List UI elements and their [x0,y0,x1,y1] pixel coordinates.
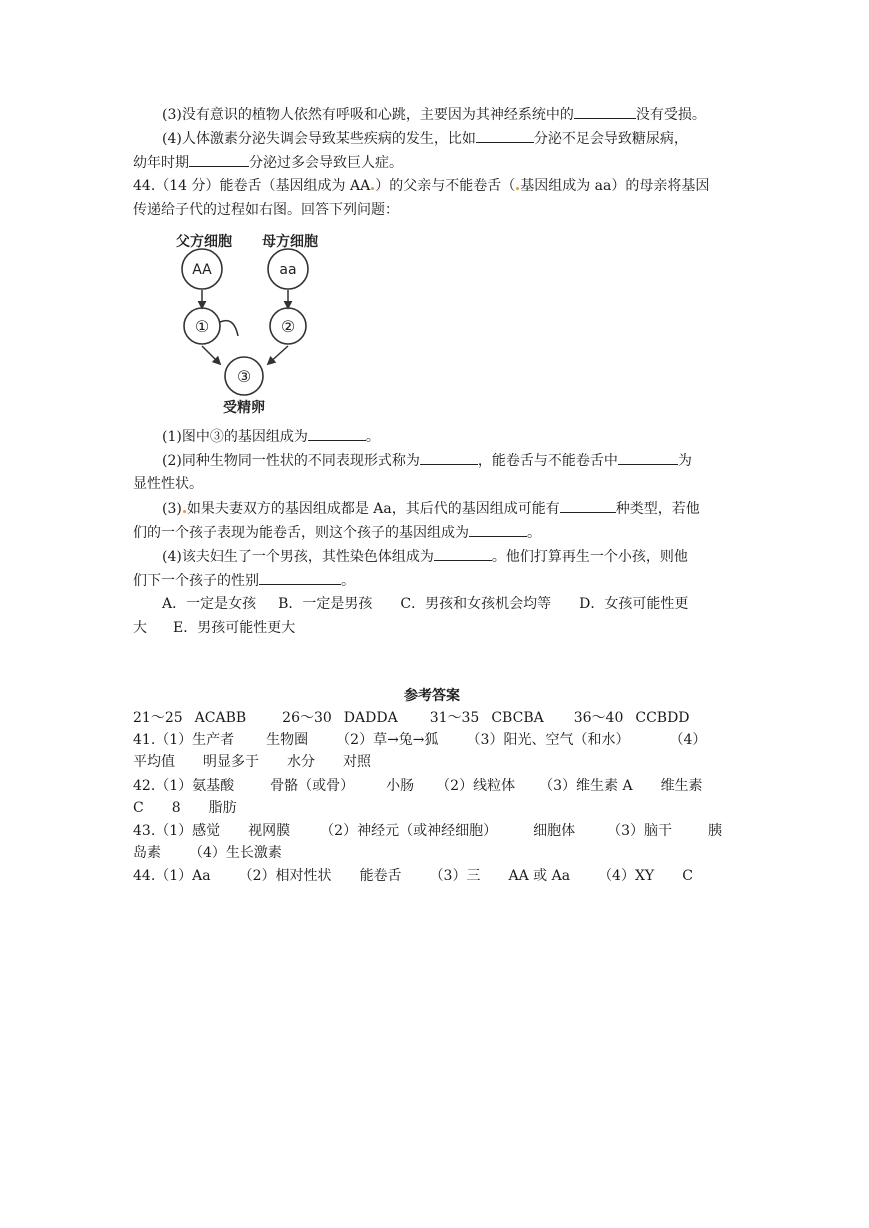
node-2: ② [280,317,296,336]
text: (4)人体激素分泌失调会导致某些疾病的发生，比如 [162,131,476,147]
text: 分泌过多会导致巨人症。 [249,155,403,171]
option-b[interactable]: B．一定是男孩 [278,596,373,612]
text: 们的一个孩子表现为能卷舌，则这个孩子的基因组成为 [133,525,469,541]
q43-part4-line2 [133,152,403,173]
text: 种类型，若他 [615,501,700,517]
text: ，能卷舌与不能卷舌中 [477,453,618,469]
text: （4）生长激素 [189,845,282,861]
text: 能卷舌 [359,868,402,884]
text: （3）脑干 [607,823,673,839]
q44-part3-line2 [133,522,541,543]
text: 岛素 [133,845,161,861]
text: 26～30 [282,710,332,726]
mark-dot [516,187,519,190]
answer-blank[interactable] [308,426,366,441]
text: CCBDD [635,710,690,726]
answer-blank[interactable] [560,498,616,513]
text: 。 [365,429,380,445]
mark-dot [371,187,374,190]
text: 44.（14 分）能卷舌（基因组成为 AA [133,178,371,194]
q43-part4-line1 [162,128,688,149]
text: 生物圈 [266,732,309,748]
text: （2）相对性状 [238,868,332,884]
option-e[interactable]: E．男孩可能性更大 [173,620,296,636]
arrow-2-to-3 [268,346,288,364]
q44-part4-line1 [162,546,688,567]
text: C [682,868,693,884]
text: CBCBA [491,710,544,726]
text: （4） [669,732,707,748]
answers-q42-line1 [133,776,703,796]
text: ）的父亲与不能卷舌（ [375,178,516,194]
q44-part4-line2 [133,570,355,591]
text: (4)该夫妇生了一个男孩，其性染色体组成为 [162,549,434,565]
q44-part3-line1 [162,498,700,519]
q44-stem-line2: 传递给子代的过程如右图。回答下列问题： [133,202,399,218]
answer-blank[interactable] [189,152,249,167]
text: （4）XY [598,868,655,884]
father-gene: AA [192,262,212,278]
answers-q42-line2 [133,798,237,818]
text: AA 或 Aa [508,868,571,884]
text: 43.（1）感觉 [133,823,221,839]
option-d-cont: 大 [133,620,147,636]
father-cell-label: 父方细胞 [176,234,232,250]
q44-part1 [162,426,380,447]
text: 视网膜 [248,823,291,839]
text: 平均值 [133,754,175,770]
text: 41.（1）生产者 [133,732,235,748]
text: 如果夫妻双方的基因组成都是 Aa，其后代的基因组成可能有 [186,501,560,517]
text: C [133,800,144,816]
answer-blank[interactable] [259,570,341,585]
node-1: ① [194,317,210,336]
text: 小肠 [386,778,415,794]
text: 胰 [708,823,723,839]
q44-stem-line1 [133,176,709,196]
node-3: ③ [236,367,252,386]
q44-options-line2 [133,618,295,638]
mother-gene: aa [279,262,297,278]
text: (1)图中③的基因组成为 [162,429,308,445]
answer-blank[interactable] [476,128,534,143]
text: 44.（1）Aa [133,868,211,884]
answer-blank[interactable] [618,450,678,465]
text: ACABB [194,710,247,726]
answers-title: 参考答案 [404,688,460,704]
text: (3) [162,501,182,517]
text: 基因组成为 aa）的母亲将基因 [520,178,710,194]
text: 31～35 [429,710,480,726]
text: 为 [677,453,692,469]
text: 42.（1）氨基酸 [133,778,235,794]
text: 水分 [287,754,315,770]
text: 分泌不足会导致糖尿病， [533,131,688,147]
answers-row1 [133,708,690,728]
text: (2)同种生物同一 [162,453,266,469]
answers-q41-line1 [133,730,706,750]
text: （3）三 [429,868,481,884]
q43-part3 [162,104,706,125]
text: 。 [341,573,355,589]
answers-q41-line2 [133,752,371,772]
q44-part2-line2: 显性性状。 [133,476,203,492]
text: （3）阳光、空气（和水） [466,732,630,748]
gene-transfer-diagram [162,224,342,424]
sperm-tail [220,321,238,336]
arrow-1-to-3 [202,346,220,364]
answers-q44 [133,866,693,886]
answers-q43-line2 [133,843,282,863]
mother-cell-label: 母方细胞 [262,234,318,250]
text: 。 [527,525,541,541]
text: 细胞体 [533,823,576,839]
text: （3）维生素 A [539,778,633,794]
answer-blank[interactable] [434,546,492,561]
text: （2）草→兔→狐 [336,732,439,748]
text: (3)没有意识的植物人依然有呼吸和心跳，主要因为其神经系统中的 [162,107,574,123]
zygote-label: 受精卵 [223,400,265,416]
option-c[interactable]: C．男孩和女孩机会均等 [400,596,552,612]
text: 没有受损。 [635,107,706,123]
text: 骨骼（或骨） [270,778,355,794]
text: 幼年时期 [133,155,189,171]
text: 。他们打算再生一个小孩，则他 [491,549,688,565]
text: 性状的不同表现形式称为 [265,453,420,469]
text: 维生素 [660,778,703,794]
answers-q43-line1 [133,821,722,841]
text: 脂肪 [208,800,237,816]
text: （2）神经元（或神经细胞） [320,823,498,839]
option-d[interactable]: D．女孩可能性更 [579,596,689,612]
text: 明显多于 [203,754,259,770]
q44-options-line1 [162,594,688,614]
text: 对照 [343,754,371,770]
text: （2）线粒体 [436,778,516,794]
text: 8 [171,800,181,816]
text: 21～25 [133,710,183,726]
text: 们下一个孩子的性别 [133,573,259,589]
answer-blank[interactable] [469,522,527,537]
option-a[interactable]: A．一定是女孩 [162,596,257,612]
answer-blank[interactable] [574,104,636,119]
mark-dot [183,510,186,513]
text: DADDA [343,710,398,726]
q44-part2-line1 [162,450,692,471]
text: 36～40 [573,710,624,726]
answer-blank[interactable] [420,450,478,465]
